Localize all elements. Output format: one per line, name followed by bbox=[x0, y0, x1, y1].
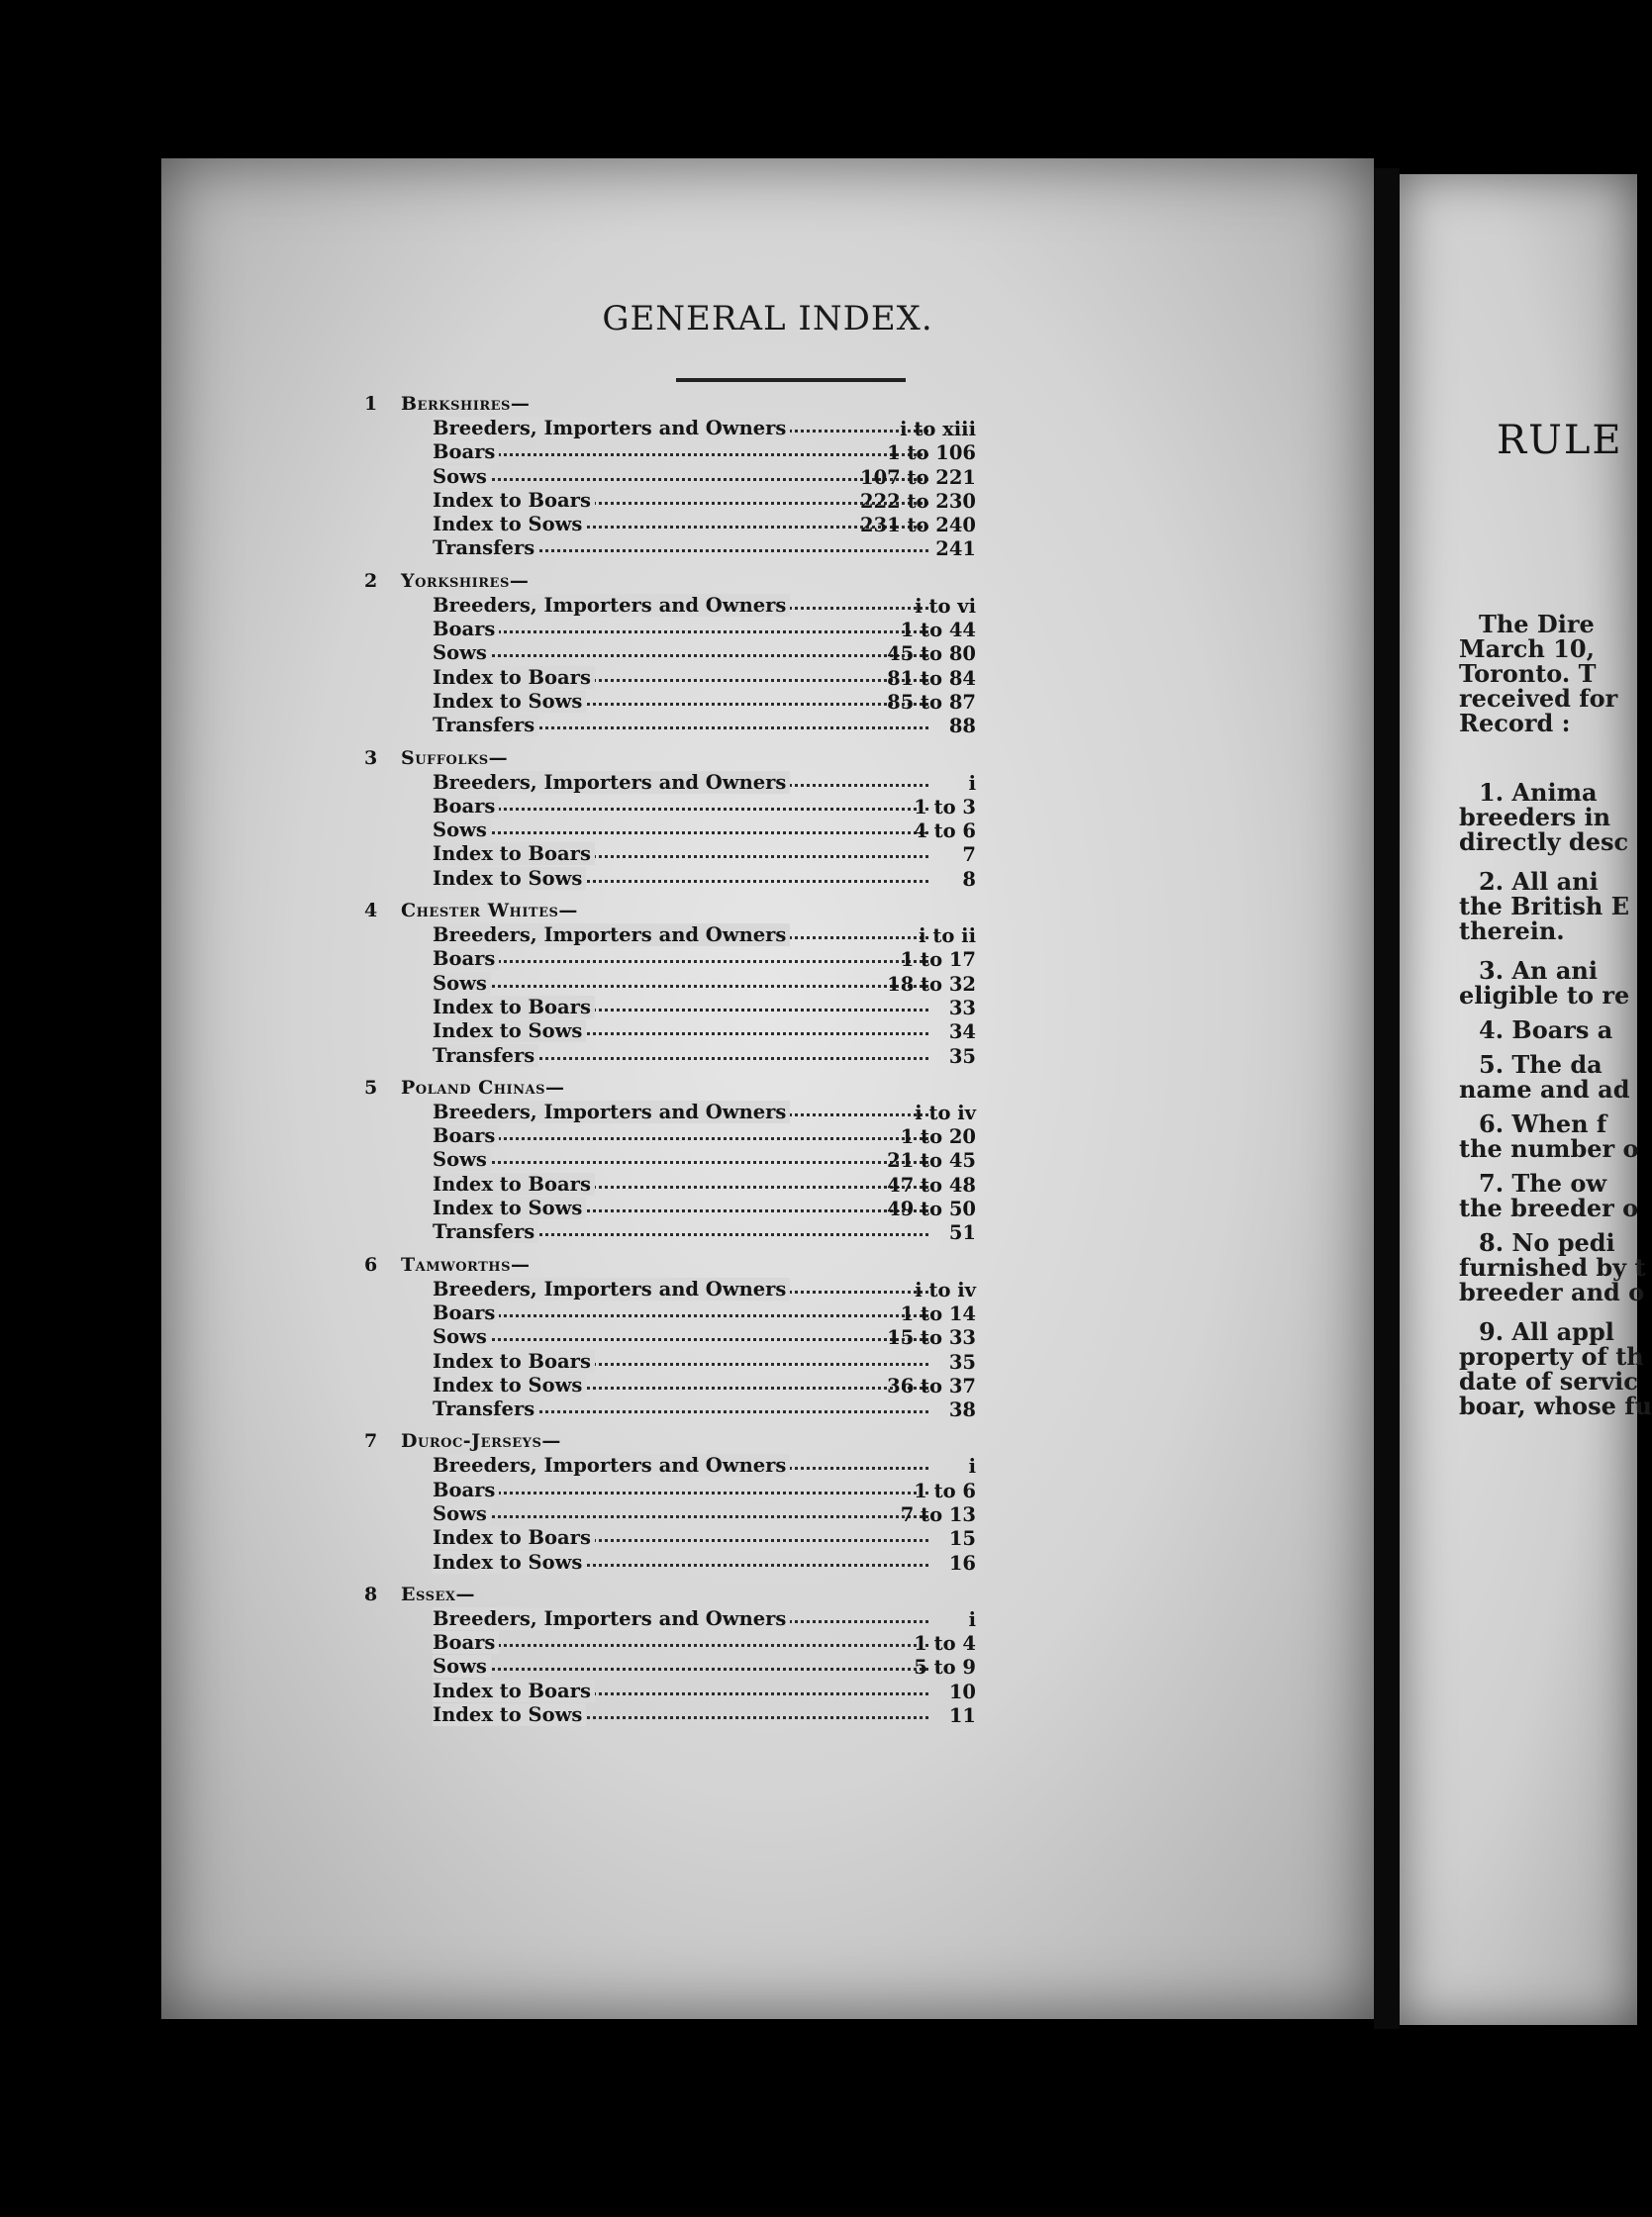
entry-pages: 15 bbox=[948, 1527, 976, 1551]
dot-leader bbox=[438, 985, 928, 988]
entry-pages: i to iv bbox=[915, 1101, 976, 1124]
index-entry bbox=[161, 1551, 1374, 1575]
entry-pages: 222 to 230 bbox=[860, 489, 976, 513]
entry-label-wrap bbox=[433, 1631, 499, 1654]
entry-pages: 51 bbox=[948, 1221, 976, 1245]
entry-pages: 1 to 106 bbox=[887, 441, 976, 465]
entry-pages: 10 bbox=[948, 1680, 976, 1703]
section-heading bbox=[161, 1584, 1374, 1607]
entry-pages: 15 to 33 bbox=[887, 1326, 976, 1350]
index-entry bbox=[161, 690, 1374, 714]
entry-label-wrap bbox=[433, 1526, 595, 1549]
entry-label-wrap bbox=[433, 594, 790, 617]
dot-leader bbox=[438, 960, 928, 963]
entry-pages: i bbox=[968, 1455, 976, 1479]
entry-pages: 1 to 14 bbox=[900, 1301, 976, 1325]
entry-label: Breeders, Importers and Owners bbox=[433, 1101, 790, 1123]
entry-label-wrap bbox=[433, 1124, 499, 1147]
index-entry bbox=[161, 440, 1374, 464]
right-page-line: eligible to re bbox=[1459, 981, 1630, 1010]
left-page bbox=[161, 158, 1374, 2019]
dot-leader bbox=[438, 831, 928, 834]
entry-label-wrap bbox=[433, 1220, 538, 1243]
entry-label: Transfers bbox=[433, 714, 538, 736]
index-entry bbox=[161, 795, 1374, 819]
entry-label: Sows bbox=[433, 641, 491, 664]
entry-pages: 1 to 3 bbox=[914, 795, 976, 819]
index-entry bbox=[161, 972, 1374, 996]
entry-pages: 1 to 4 bbox=[914, 1632, 976, 1656]
entry-label-wrap bbox=[433, 1398, 538, 1420]
index-entry bbox=[161, 1655, 1374, 1679]
entry-label: Transfers bbox=[433, 1044, 538, 1067]
entry-label: Sows bbox=[433, 1325, 491, 1348]
entry-label: Breeders, Importers and Owners bbox=[433, 417, 790, 439]
entry-label-wrap bbox=[433, 1374, 586, 1397]
section-number: 1 bbox=[364, 393, 378, 415]
entry-pages: i to xiii bbox=[900, 418, 976, 440]
entry-label-wrap bbox=[433, 795, 499, 818]
entry-label-wrap bbox=[433, 1101, 790, 1123]
index-entry bbox=[161, 714, 1374, 737]
right-page-line: March 10, bbox=[1459, 634, 1595, 663]
entry-pages: 7 to 13 bbox=[900, 1502, 976, 1526]
right-page-line: 4. Boars a bbox=[1479, 1015, 1613, 1044]
entry-label: Index to Boars bbox=[433, 489, 595, 512]
entry-label: Index to Boars bbox=[433, 1526, 595, 1549]
right-page-line: 2. All ani bbox=[1479, 867, 1599, 896]
entry-label: Sows bbox=[433, 819, 491, 841]
index-section bbox=[161, 1077, 1374, 1245]
section-number: 5 bbox=[364, 1076, 378, 1099]
section-heading bbox=[161, 1077, 1374, 1101]
index-entry bbox=[161, 1220, 1374, 1244]
entry-pages: 45 to 80 bbox=[887, 642, 976, 666]
entry-pages: 1 to 6 bbox=[914, 1479, 976, 1502]
entry-label-wrap bbox=[433, 1655, 491, 1678]
index-entry bbox=[161, 867, 1374, 891]
entry-pages: 88 bbox=[948, 715, 976, 738]
section-name: Chester Whites— bbox=[401, 900, 578, 922]
index-entry bbox=[161, 842, 1374, 866]
dot-leader bbox=[438, 808, 928, 811]
dot-leader bbox=[438, 1515, 928, 1518]
entry-pages: 231 to 240 bbox=[860, 514, 976, 537]
entry-pages: 8 bbox=[962, 867, 976, 891]
entry-label: Boars bbox=[433, 1301, 499, 1324]
index-entry bbox=[161, 666, 1374, 690]
entry-label-wrap bbox=[433, 1173, 595, 1196]
index-entry bbox=[161, 1278, 1374, 1301]
entry-label: Index to Sows bbox=[433, 867, 586, 890]
index-entry bbox=[161, 1479, 1374, 1502]
entry-label-wrap bbox=[433, 417, 790, 439]
index-section bbox=[161, 747, 1374, 891]
entry-label: Boars bbox=[433, 618, 499, 640]
index-entry bbox=[161, 996, 1374, 1019]
index-entry bbox=[161, 1019, 1374, 1043]
index-entry bbox=[161, 618, 1374, 641]
entry-label: Sows bbox=[433, 465, 491, 488]
entry-label: Sows bbox=[433, 1655, 491, 1678]
section-name: Duroc-Jerseys— bbox=[401, 1430, 561, 1453]
index-entry bbox=[161, 1350, 1374, 1374]
index-entry bbox=[161, 947, 1374, 971]
entry-pages: 7 bbox=[962, 843, 976, 867]
index-section bbox=[161, 570, 1374, 738]
right-page-line: breeder and o bbox=[1459, 1278, 1645, 1306]
entry-pages: 5 to 9 bbox=[914, 1656, 976, 1680]
index-entry bbox=[161, 417, 1374, 440]
index-entry bbox=[161, 1631, 1374, 1655]
entry-pages: 21 to 45 bbox=[887, 1149, 976, 1173]
entry-label: Transfers bbox=[433, 1398, 538, 1420]
dot-leader bbox=[438, 654, 928, 657]
index-section bbox=[161, 1584, 1374, 1727]
dot-leader bbox=[438, 478, 928, 481]
index-entry bbox=[161, 771, 1374, 795]
index-entry bbox=[161, 1325, 1374, 1349]
entry-label-wrap bbox=[433, 867, 586, 890]
entry-label-wrap bbox=[433, 1019, 586, 1042]
index-entry bbox=[161, 513, 1374, 536]
book-gutter bbox=[1374, 168, 1400, 2029]
right-page-line: received for bbox=[1459, 684, 1618, 713]
title-rule bbox=[676, 378, 906, 382]
entry-label-wrap bbox=[433, 1350, 595, 1373]
entry-pages: 85 to 87 bbox=[887, 690, 976, 714]
entry-pages: 47 to 48 bbox=[887, 1173, 976, 1197]
entry-pages: 18 to 32 bbox=[887, 972, 976, 996]
entry-label: Boars bbox=[433, 947, 499, 970]
section-name: Tamworths— bbox=[401, 1253, 531, 1276]
entry-pages: 4 to 6 bbox=[914, 819, 976, 843]
entry-label: Sows bbox=[433, 1502, 491, 1525]
entry-label: Index to Boars bbox=[433, 996, 595, 1018]
entry-label: Breeders, Importers and Owners bbox=[433, 1454, 790, 1477]
entry-label: Boars bbox=[433, 1124, 499, 1147]
section-heading bbox=[161, 900, 1374, 923]
entry-label-wrap bbox=[433, 1278, 790, 1301]
right-page-line: directly desc bbox=[1459, 827, 1629, 856]
index-entry bbox=[161, 1502, 1374, 1526]
entry-pages: 1 to 44 bbox=[900, 619, 976, 642]
entry-label-wrap bbox=[433, 1502, 491, 1525]
entry-label-wrap bbox=[433, 771, 790, 794]
entry-pages: 34 bbox=[948, 1020, 976, 1044]
section-heading bbox=[161, 747, 1374, 771]
entry-pages: i to iv bbox=[915, 1278, 976, 1301]
entry-label-wrap bbox=[433, 513, 586, 535]
right-page-line: 8. No pedi bbox=[1479, 1228, 1615, 1257]
entry-label: Index to Sows bbox=[433, 1703, 586, 1726]
dot-leader bbox=[438, 1668, 928, 1671]
entry-label-wrap bbox=[433, 1148, 491, 1171]
entry-label-wrap bbox=[433, 923, 790, 946]
right-page-line: furnished by t bbox=[1459, 1253, 1646, 1282]
dot-leader bbox=[438, 453, 928, 456]
entry-label: Breeders, Importers and Owners bbox=[433, 771, 790, 794]
entry-label-wrap bbox=[433, 465, 491, 488]
entry-pages: 241 bbox=[935, 537, 976, 561]
index-entry bbox=[161, 641, 1374, 665]
section-number: 4 bbox=[364, 900, 378, 922]
entry-label-wrap bbox=[433, 1454, 790, 1477]
section-number: 6 bbox=[364, 1253, 378, 1276]
entry-label: Boars bbox=[433, 440, 499, 463]
index-entry bbox=[161, 923, 1374, 947]
entry-label-wrap bbox=[433, 1607, 790, 1630]
section-heading bbox=[161, 1430, 1374, 1454]
index-entry bbox=[161, 1703, 1374, 1727]
entry-label-wrap bbox=[433, 819, 491, 841]
right-page-line: the British E bbox=[1459, 892, 1630, 920]
dot-leader bbox=[438, 1314, 928, 1317]
right-page-line: the number o bbox=[1459, 1134, 1639, 1163]
right-page-line: 9. All appl bbox=[1479, 1317, 1614, 1346]
entry-pages: i to vi bbox=[915, 594, 976, 618]
index-entry bbox=[161, 1526, 1374, 1550]
entry-label-wrap bbox=[433, 1325, 491, 1348]
index-entry bbox=[161, 1124, 1374, 1148]
index-entry bbox=[161, 1197, 1374, 1220]
right-page-line: Toronto. T bbox=[1459, 659, 1597, 688]
section-heading bbox=[161, 393, 1374, 417]
right-page-line: property of th bbox=[1459, 1342, 1644, 1371]
section-heading bbox=[161, 570, 1374, 594]
entry-label-wrap bbox=[433, 536, 538, 559]
entry-label-wrap bbox=[433, 1680, 595, 1702]
index-entry bbox=[161, 1101, 1374, 1124]
entry-pages: 49 to 50 bbox=[887, 1198, 976, 1221]
index-entry bbox=[161, 594, 1374, 618]
entry-pages: 35 bbox=[948, 1044, 976, 1068]
entry-pages: 107 to 221 bbox=[860, 465, 976, 489]
entry-label: Breeders, Importers and Owners bbox=[433, 923, 790, 946]
entry-pages: i to ii bbox=[919, 924, 976, 948]
general-index bbox=[161, 384, 1374, 1727]
entry-label: Index to Sows bbox=[433, 1197, 586, 1219]
entry-label-wrap bbox=[433, 690, 586, 713]
entry-label-wrap bbox=[433, 1703, 586, 1726]
entry-label: Index to Sows bbox=[433, 1019, 586, 1042]
index-entry bbox=[161, 1374, 1374, 1398]
entry-label-wrap bbox=[433, 996, 595, 1018]
entry-label: Sows bbox=[433, 972, 491, 995]
right-page-line: therein. bbox=[1459, 916, 1565, 945]
dot-leader bbox=[438, 630, 928, 633]
dot-leader bbox=[438, 1492, 928, 1494]
index-entry bbox=[161, 1301, 1374, 1325]
entry-pages: 35 bbox=[948, 1350, 976, 1374]
dot-leader bbox=[438, 1338, 928, 1341]
entry-label-wrap bbox=[433, 947, 499, 970]
section-name: Suffolks— bbox=[401, 746, 509, 769]
index-entry bbox=[161, 819, 1374, 842]
entry-label: Index to Boars bbox=[433, 666, 595, 689]
entry-label-wrap bbox=[433, 842, 595, 865]
section-number: 8 bbox=[364, 1583, 378, 1605]
entry-label-wrap bbox=[433, 641, 491, 664]
entry-pages: 33 bbox=[948, 996, 976, 1019]
section-name: Essex— bbox=[401, 1583, 475, 1605]
entry-label-wrap bbox=[433, 440, 499, 463]
section-number: 7 bbox=[364, 1430, 378, 1453]
entry-pages: 81 to 84 bbox=[887, 666, 976, 690]
right-page-title: RULE bbox=[1497, 418, 1623, 463]
entry-label: Index to Sows bbox=[433, 1551, 586, 1574]
entry-label: Index to Sows bbox=[433, 690, 586, 713]
dot-leader bbox=[438, 1137, 928, 1140]
index-section bbox=[161, 1430, 1374, 1574]
index-entry bbox=[161, 1173, 1374, 1197]
index-section bbox=[161, 900, 1374, 1068]
section-name: Yorkshires— bbox=[401, 569, 530, 592]
section-name: Berkshires— bbox=[401, 393, 531, 415]
entry-label: Index to Boars bbox=[433, 842, 595, 865]
entry-label-wrap bbox=[433, 1197, 586, 1219]
entry-label: Index to Sows bbox=[433, 1374, 586, 1397]
right-page bbox=[1400, 174, 1652, 2025]
right-page-line: breeders in bbox=[1459, 803, 1611, 831]
entry-pages: i bbox=[968, 771, 976, 795]
entry-label: Transfers bbox=[433, 1220, 538, 1243]
section-heading bbox=[161, 1254, 1374, 1278]
entry-label: Breeders, Importers and Owners bbox=[433, 1278, 790, 1301]
index-entry bbox=[161, 1398, 1374, 1421]
index-entry bbox=[161, 1454, 1374, 1478]
index-entry bbox=[161, 536, 1374, 560]
index-entry bbox=[161, 1044, 1374, 1068]
entry-pages: i bbox=[968, 1607, 976, 1631]
right-page-line: 1. Anima bbox=[1479, 778, 1598, 807]
index-entry bbox=[161, 1607, 1374, 1631]
entry-label: Index to Sows bbox=[433, 513, 586, 535]
entry-label: Breeders, Importers and Owners bbox=[433, 1607, 790, 1630]
right-page-line: 3. An ani bbox=[1479, 956, 1598, 985]
entry-label: Boars bbox=[433, 795, 499, 818]
entry-pages: 16 bbox=[948, 1551, 976, 1575]
section-number: 3 bbox=[364, 746, 378, 769]
right-page-line: boar, whose fu bbox=[1459, 1392, 1652, 1420]
right-page-line: 6. When f bbox=[1479, 1109, 1607, 1138]
right-page-line: date of servic bbox=[1459, 1367, 1638, 1396]
entry-label: Boars bbox=[433, 1631, 499, 1654]
entry-pages: 36 to 37 bbox=[887, 1374, 976, 1398]
entry-label: Index to Boars bbox=[433, 1173, 595, 1196]
entry-label: Sows bbox=[433, 1148, 491, 1171]
entry-label-wrap bbox=[433, 1044, 538, 1067]
right-page-line: the breeder o bbox=[1459, 1194, 1639, 1222]
entry-label-wrap bbox=[433, 972, 491, 995]
index-entry bbox=[161, 1680, 1374, 1703]
entry-label: Index to Boars bbox=[433, 1680, 595, 1702]
index-section bbox=[161, 393, 1374, 561]
index-entry bbox=[161, 465, 1374, 489]
right-page-line: name and ad bbox=[1459, 1075, 1630, 1104]
entry-label: Transfers bbox=[433, 536, 538, 559]
right-page-line: Record : bbox=[1459, 709, 1571, 737]
entry-label-wrap bbox=[433, 489, 595, 512]
right-page-line: 5. The da bbox=[1479, 1050, 1603, 1079]
section-number: 2 bbox=[364, 569, 378, 592]
dot-leader bbox=[438, 1644, 928, 1647]
index-section bbox=[161, 1254, 1374, 1422]
index-entry bbox=[161, 1148, 1374, 1172]
entry-label-wrap bbox=[433, 714, 538, 736]
entry-label-wrap bbox=[433, 1479, 499, 1501]
entry-pages: 38 bbox=[948, 1398, 976, 1422]
entry-label: Index to Boars bbox=[433, 1350, 595, 1373]
section-name: Poland Chinas— bbox=[401, 1076, 565, 1099]
entry-label: Breeders, Importers and Owners bbox=[433, 594, 790, 617]
right-page-line: 7. The ow bbox=[1479, 1169, 1607, 1198]
entry-label: Boars bbox=[433, 1479, 499, 1501]
right-page-line: The Dire bbox=[1479, 610, 1595, 638]
entry-pages: 1 to 20 bbox=[900, 1125, 976, 1149]
entry-label-wrap bbox=[433, 618, 499, 640]
entry-label-wrap bbox=[433, 1301, 499, 1324]
index-entry bbox=[161, 489, 1374, 513]
entry-label-wrap bbox=[433, 1551, 586, 1574]
entry-label-wrap bbox=[433, 666, 595, 689]
dot-leader bbox=[438, 1161, 928, 1164]
entry-pages: 1 to 17 bbox=[900, 948, 976, 972]
entry-pages: 11 bbox=[948, 1704, 976, 1728]
page-title: GENERAL INDEX. bbox=[602, 299, 933, 338]
